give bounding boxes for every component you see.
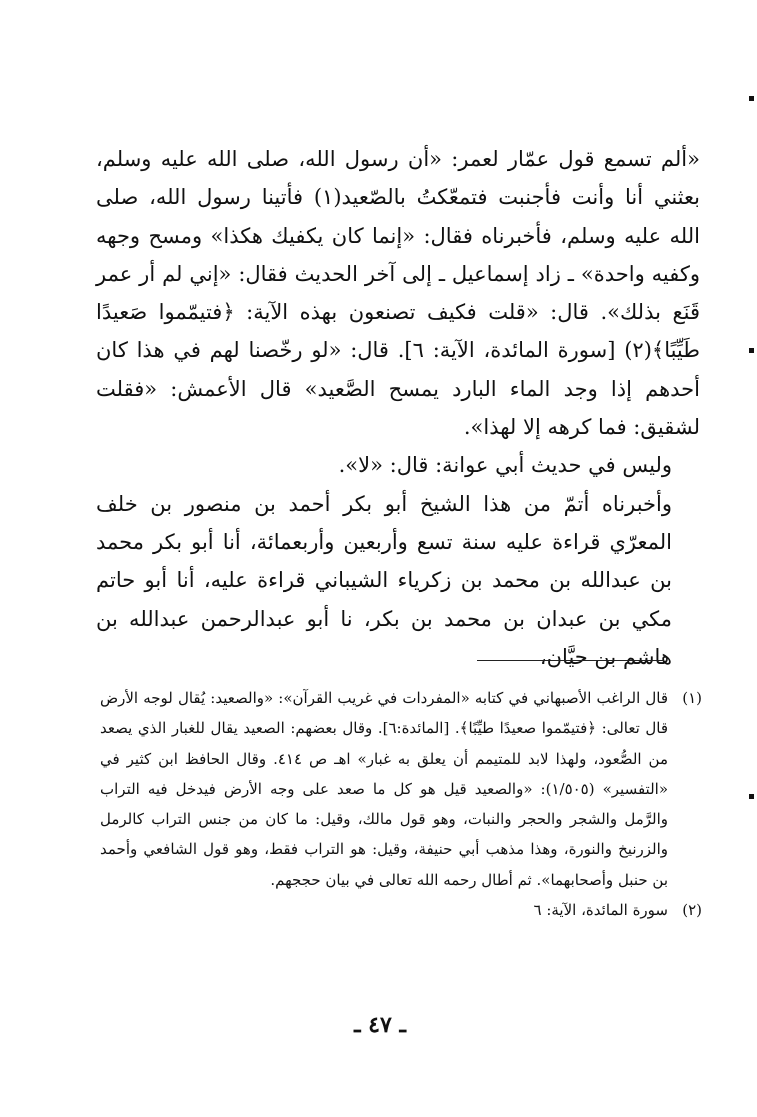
- margin-mark: [749, 794, 754, 799]
- margin-mark: [749, 96, 754, 101]
- paragraph-isnad: وأخبرناه أتمّ من هذا الشيخ أبو بكر أحمد بن منصور بن خلف المعرّي قراءة عليه سنة تسع وأربعين وأربعمائة، أنا أبو بكر محمد بن عبدالله بن محمد بن زكرياء الشيباني قراءة عليه، أنا أبو حاتم مكي بن عبدان بن محمد بن بكر، نا أبو عبدالرحمن عبدالله بن هاشم بن حيَّان،: [96, 491, 672, 669]
- margin-mark: [749, 348, 754, 353]
- paragraph-note: وليس في حديث أبي عوانة: قال: «لا».: [338, 453, 672, 478]
- footnotes: [100, 683, 702, 925]
- footnote-number: (١): [682, 689, 702, 707]
- footnote-text: قال الراغب الأصبهاني في كتابه «المفردات في غريب القرآن»: «والصعيد: يُقال لوجه الأرض قال تعالى: ﴿فتيمّموا صعيدًا طيِّبًا﴾. [المائدة:٦]. وقال بعضهم: الصعيد يقال للغبار الذي يصعد من الصُّعود، ولهذا لابد للمتيمم أن يعلق به غبار» اهـ ص ٤١٤. وقال الحافظ ابن كثير في «التفسير» (١/٥٠٥): «والصعيد قيل هو كل ما صعد على وجه الأرض فيدخل فيه التراب والرَّمل والشجر والحجر والنبات، وهو قول مالك، وقيل: ما كان من جنس التراب كالرمل والزرنيخ والنورة، وهذا مذهب أبي حنيفة، وقيل: هو التراب فقط، وهو قول الشافعي وأحمد بن حنبل وأصحابهما». ثم أطال رحمه الله تعالى في بيان حججهم.: [100, 689, 669, 889]
- footnote-1: [100, 683, 702, 895]
- footnote-number: (٢): [682, 901, 702, 920]
- footnote-text: سورة المائدة، الآية: ٦: [533, 901, 668, 920]
- page-number: ـ ٤٧ ـ: [354, 1012, 406, 1038]
- main-text: [96, 140, 700, 676]
- footnote-separator: [477, 660, 664, 661]
- paragraph-hadith: «ألم تسمع قول عمّار لعمر: «أن رسول الله، صلى الله عليه وسلم، بعثني أنا وأنت فأجنبت فتمعّكتُ بالصّعيد(١) فأتينا رسول الله، صلى الله عليه وسلم، فأخبرناه فقال: «إنما كان يكفيك هكذا» ومسح وجهه وكفيه واحدة» ـ زاد إسماعيل ـ إلى آخر الحديث فقال: «إني لم أر عمر قَنَع بذلك». قال: «قلت فكيف تصنعون بهذه الآية: ﴿فتيمّموا صَعيدًا طَيِّبًا﴾(٢) [سورة المائدة، الآية: ٦]. قال: «لو رخّصنا لهم في هذا كان أحدهم إذا وجد الماء البارد يمسح الصَّعيد» قال الأعمش: «فقلت لشقيق: فما كرهه إلا لهذا».: [96, 147, 700, 440]
- footnote-2: [100, 895, 702, 925]
